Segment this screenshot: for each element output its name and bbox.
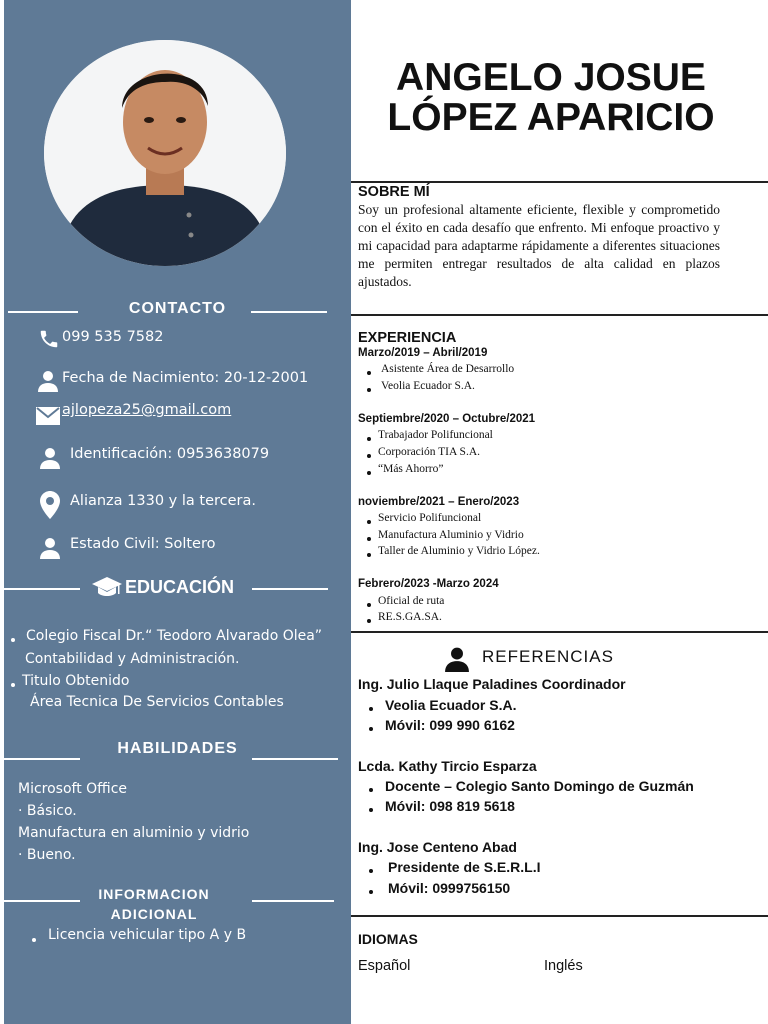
divider	[251, 311, 327, 313]
additional-heading-line2: ADICIONAL	[110, 906, 198, 922]
person-icon	[444, 646, 470, 676]
job-item: Manufactura Aluminio y Vidrio	[378, 529, 524, 541]
bullet	[11, 638, 15, 642]
job-item: Asistente Área de Desarrollo	[381, 363, 515, 375]
bullet	[11, 683, 15, 687]
graduation-cap-icon	[92, 577, 122, 603]
skill-item: Microsoft Office	[18, 781, 128, 797]
full-name	[351, 58, 751, 138]
person-icon	[38, 446, 62, 474]
divider	[351, 631, 768, 633]
bullet	[369, 707, 373, 711]
reference-line: Móvil: 098 819 5618	[385, 798, 515, 814]
name-line2: LÓPEZ APARICIO	[387, 96, 715, 139]
job-period: Febrero/2023 -Marzo 2024	[358, 578, 499, 590]
bullet	[367, 520, 371, 524]
job-item: Oficial de ruta	[378, 595, 445, 607]
id-text: Identificación: 0953638079	[70, 446, 270, 462]
job-item: Trabajador Polifuncional	[378, 429, 493, 441]
bullet	[367, 437, 371, 441]
reference-line: Veolia Ecuador S.A.	[385, 697, 517, 713]
language-item: Español	[358, 958, 411, 974]
about-heading: SOBRE MÍ	[358, 184, 430, 200]
address-text: Alianza 1330 y la tercera.	[70, 493, 256, 509]
bullet	[367, 454, 371, 458]
additional-item: Licencia vehicular tipo A y B	[48, 927, 247, 943]
reference-line: Móvil: 0999756150	[388, 880, 511, 896]
bullet	[367, 603, 371, 607]
profile-photo	[44, 40, 286, 266]
person-icon	[36, 369, 60, 397]
divider	[4, 758, 80, 760]
reference-line: Docente – Colegio Santo Domingo de Guzmán	[385, 778, 694, 794]
reference-name: Ing. Jose Centeno Abad	[358, 839, 517, 855]
divider	[351, 915, 768, 917]
contact-civil	[4, 534, 351, 564]
reference-name: Ing. Julio Llaque Paladines Coordinador	[358, 676, 626, 692]
email-link[interactable]: ajlopeza25@gmail.com	[62, 402, 232, 418]
education-title-label: Titulo Obtenido	[22, 673, 130, 689]
reference-name: Lcda. Kathy Tircio Esparza	[358, 758, 537, 774]
additional-heading	[4, 884, 304, 924]
bullet	[32, 938, 36, 942]
name-line1: ANGELO JOSUE	[396, 56, 706, 99]
skills-heading: HABILIDADES	[117, 740, 238, 757]
education-heading: EDUCACIÓN	[125, 577, 235, 597]
bullet	[369, 808, 373, 812]
contact-address	[4, 489, 351, 519]
job-period: Septiembre/2020 – Octubre/2021	[358, 413, 536, 425]
education-title-value: Área Tecnica De Servicios Contables	[30, 694, 284, 710]
bullet	[367, 553, 371, 557]
job-item: Servicio Polifuncional	[378, 512, 482, 524]
about-text: Soy un profesional altamente eficiente, flexible y comprometido con el éxito en cada desafío que enfrento. Mi enfoque proactivo y mi capacidad para adaptarme rápidamente a diferentes situaciones me permiten entregar resultados de alta calidad en plazos ajustados.	[358, 202, 720, 289]
mail-icon	[36, 407, 60, 429]
language-item: Inglés	[544, 958, 583, 974]
contact-phone	[4, 326, 351, 356]
skill-item: · Básico.	[18, 803, 77, 819]
divider	[252, 900, 334, 902]
bullet	[369, 869, 373, 873]
bullet	[367, 537, 371, 541]
job-period: Marzo/2019 – Abril/2019	[358, 347, 488, 359]
job-item: “Más Ahorro”	[378, 463, 444, 475]
divider	[252, 758, 338, 760]
bullet	[367, 619, 371, 623]
bullet	[369, 788, 373, 792]
divider	[4, 588, 80, 590]
reference-line: Móvil: 099 990 6162	[385, 717, 515, 733]
bullet	[367, 471, 371, 475]
bullet	[367, 371, 371, 375]
bullet	[369, 727, 373, 731]
contact-id	[4, 444, 351, 474]
phone-icon	[38, 328, 60, 354]
job-item: Veolia Ecuador S.A.	[381, 380, 475, 392]
languages-heading: IDIOMAS	[358, 931, 418, 947]
location-pin-icon	[40, 491, 60, 523]
reference-line: Presidente de S.E.R.L.I	[388, 859, 541, 875]
skill-item: Manufactura en aluminio y vidrio	[18, 825, 250, 841]
phone-text: 099 535 7582	[62, 329, 164, 345]
divider	[351, 314, 768, 316]
additional-heading-line1: INFORMACION	[98, 886, 210, 902]
references-heading: REFERENCIAS	[482, 647, 614, 666]
divider	[252, 588, 328, 590]
job-item: Corporación TIA S.A.	[378, 446, 481, 458]
civil-text: Estado Civil: Soltero	[70, 536, 216, 552]
job-item: RE.S.GA.SA.	[378, 611, 442, 623]
job-period: noviembre/2021 – Enero/2023	[358, 496, 520, 508]
contact-email[interactable]	[4, 401, 351, 431]
contact-birth	[4, 367, 351, 397]
birth-text: Fecha de Nacimiento: 20-12-2001	[62, 370, 309, 386]
profile-photo-illustration	[44, 40, 286, 266]
job-item: Taller de Aluminio y Vidrio López.	[378, 545, 540, 557]
contact-heading: CONTACTO	[128, 300, 227, 317]
bullet	[367, 388, 371, 392]
skill-item: · Bueno.	[18, 847, 76, 863]
person-icon	[38, 536, 62, 564]
education-school-detail: Contabilidad y Administración.	[25, 651, 240, 667]
divider	[351, 181, 768, 183]
bullet	[369, 890, 373, 894]
experience-heading: EXPERIENCIA	[358, 330, 457, 346]
education-school: Colegio Fiscal Dr.“ Teodoro Alvarado Olea”	[26, 628, 323, 644]
sidebar	[4, 0, 351, 1024]
